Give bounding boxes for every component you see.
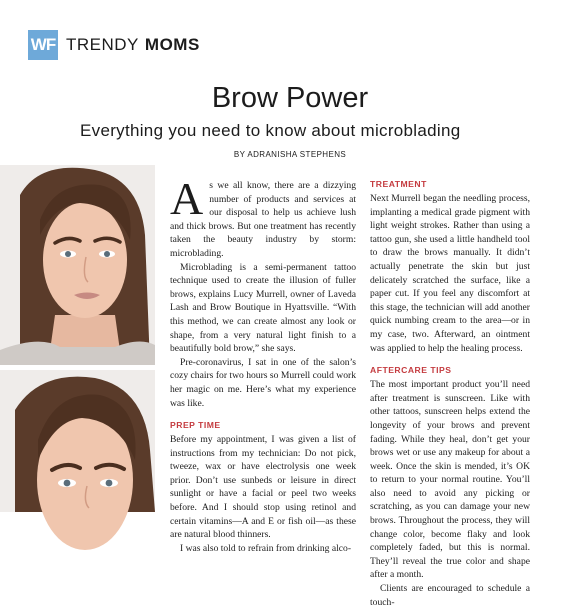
- section-heading-treatment: TREATMENT: [370, 179, 427, 189]
- section-heading-prep-time: PREP TIME: [170, 420, 221, 431]
- article-subtitle: Everything you need to know about microblading: [80, 121, 461, 140]
- body-paragraph: I was also told to refrain from drinking alco-: [180, 542, 352, 554]
- article-title: Brow Power: [211, 82, 369, 114]
- body-paragraph: The most important product you’ll need after treatment is sunscreen. Like with other tattoos, sunscreen helps extend the longevity of your brows and prevent fading. While they heal, don’t get your brows wet or use any makeup for about a week. Once the skin is mended, it’s OK to return to your normal routine. You’ll also need to avoid any picking or scratching, as you can damage your new brows. Throughout the process, they will change color, become flaky and look completely faded, but this is normal. They’ll reveal the true color and shape after a month.: [370, 379, 530, 581]
- woman-portrait-image: [0, 165, 155, 365]
- body-paragraph: Clients are encouraged to schedule a touch-: [370, 583, 530, 608]
- intro-text: s we all know, there are a dizzying number of products and services at our disposal to help us achieve lush and thick brows. But one treatment has recently taken the beauty industry by storm: microblading.: [170, 180, 356, 259]
- brand-name-light: TRENDY: [66, 35, 139, 54]
- publication-brand: [28, 30, 200, 60]
- drop-cap: A: [170, 173, 204, 224]
- intro-paragraph: [170, 173, 356, 261]
- wf-logo: WF: [28, 30, 58, 60]
- woman-portrait-closeup-image: [0, 370, 155, 512]
- brand-name: [66, 35, 200, 55]
- brand-name-bold: MOMS: [144, 35, 200, 54]
- body-paragraph: Before my appointment, I was given a list of instructions from my technician: Do not pick, tweeze, wax or have electrolysis one week prior. Don’t use sunbeds or leisure in direct sunlight or have a facial or peel two weeks before. And I should stop using retinol and certain vitamins—A and E or fish oil—as these are natural blood thinners.: [170, 434, 356, 541]
- article-column-2: [370, 179, 530, 609]
- body-paragraph: Pre-coronavirus, I sat in one of the salon’s cozy chairs for two hours so Murrell could work her magic on me. Here’s what my experience was like.: [170, 356, 356, 409]
- article-byline: BY ADRANISHA STEPHENS: [233, 150, 347, 159]
- section-heading-aftercare-tips: AFTERCARE TIPS: [370, 365, 452, 376]
- body-paragraph: Next Murrell began the needling process, implanting a medical grade pigment with light weight strokes. Rather than using a tattoo gun, she used a little handheld tool to draw the brows manually. It didn’t actually penetrate the skin but just delicately scratched the surface, like a paper cut. If you feel any discomfort at this stage, the technician will add another quick numbing cream to the area—or in my case, two. Afterward, an ointment was applied to help the healing process.: [370, 193, 530, 354]
- article-column-1: [170, 173, 356, 555]
- body-paragraph: Microblading is a semi-permanent tattoo technique used to create the illusion of fuller brows, explains Lucy Murrell, owner of Laveda Lash and Brow Boutique in Hyattsville. “With this method, we can create almost any look or shape, from a very natural light finish to a beautifully bold brow,” she says.: [170, 261, 356, 355]
